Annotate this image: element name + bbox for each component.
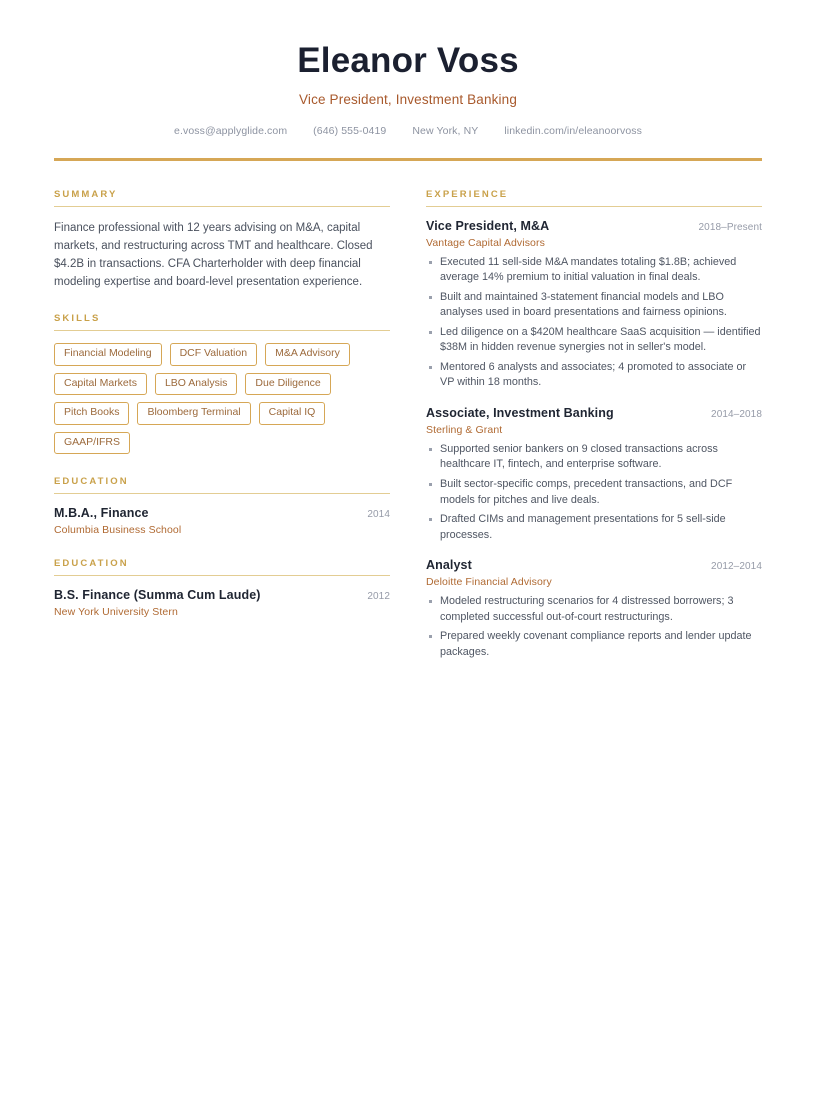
experience-date: 2014–2018 xyxy=(711,408,762,420)
skill-tag: Pitch Books xyxy=(54,402,129,425)
skill-tag: Capital Markets xyxy=(54,373,147,396)
experience-bullets xyxy=(426,255,762,391)
resume-header xyxy=(54,30,762,161)
bullet-item: Modeled restructuring scenarios for 4 distressed borrowers; 3 completed successful out-of-court restructurings. xyxy=(426,594,762,625)
experience-bullets xyxy=(426,594,762,660)
education-year: 2014 xyxy=(367,509,390,521)
resume-body xyxy=(54,189,762,683)
education-entry-head xyxy=(54,506,390,520)
skill-tag: GAAP/IFRS xyxy=(54,432,130,455)
experience-entry-head xyxy=(426,558,762,572)
section-title-education: EDUCATION xyxy=(54,558,129,570)
experience-company: Vantage Capital Advisors xyxy=(426,236,545,249)
section-rule xyxy=(54,330,390,331)
education-entry xyxy=(54,588,390,618)
bullet-item: Built sector-specific comps, precedent transactions, and DCF models for pitches and live deals. xyxy=(426,477,762,508)
experience-role: Associate, Investment Banking xyxy=(426,405,614,420)
experience-bullets xyxy=(426,442,762,543)
candidate-name: Eleanor Voss xyxy=(297,41,519,80)
skill-tag: Due Diligence xyxy=(245,373,330,396)
experience-company: Sterling & Grant xyxy=(426,423,503,436)
experience-date: 2018–Present xyxy=(698,221,762,233)
skill-tag: Financial Modeling xyxy=(54,343,162,366)
bullet-item: Prepared weekly covenant compliance reports and lender update packages. xyxy=(426,629,762,660)
experience-role: Vice President, M&A xyxy=(426,218,550,233)
section-title-summary: SUMMARY xyxy=(54,188,118,200)
contact-linkedin[interactable]: linkedin.com/in/eleanoorvoss xyxy=(504,124,642,137)
candidate-tagline: Vice President, Investment Banking xyxy=(299,91,517,107)
education-school: New York University Stern xyxy=(54,606,178,619)
section-title-skills: SKILLS xyxy=(54,313,101,325)
education-degree: M.B.A., Finance xyxy=(54,506,149,521)
section-summary xyxy=(54,189,390,292)
section-rule xyxy=(54,575,390,576)
section-education-1 xyxy=(54,476,390,536)
education-entry-head xyxy=(54,588,390,602)
skill-tag: Capital IQ xyxy=(259,402,326,425)
skill-list xyxy=(54,343,390,454)
section-skills xyxy=(54,313,390,454)
summary-text: Finance professional with 12 years advising on M&A, capital markets, and restructuring across TMT and healthcare. Closed $4.2B in transactions. CFA Charterholder with deep financial modeling expertise and board-level presentation experience. xyxy=(54,221,373,288)
experience-entry xyxy=(426,558,762,660)
right-column xyxy=(426,189,762,683)
contact-email[interactable]: e.voss@applyglide.com xyxy=(174,124,288,137)
section-experience xyxy=(426,189,762,661)
skill-tag: Bloomberg Terminal xyxy=(137,402,250,425)
contact-location: New York, NY xyxy=(412,124,479,137)
left-column xyxy=(54,189,390,641)
experience-date: 2012–2014 xyxy=(711,561,762,573)
experience-role: Analyst xyxy=(426,558,472,573)
section-title-experience: EXPERIENCE xyxy=(426,188,509,200)
skill-tag: LBO Analysis xyxy=(155,373,237,396)
contact-phone[interactable]: (646) 555-0419 xyxy=(313,124,387,137)
experience-entry xyxy=(426,406,762,543)
section-rule xyxy=(54,493,390,494)
experience-company: Deloitte Financial Advisory xyxy=(426,576,552,589)
section-title-education: EDUCATION xyxy=(54,476,129,488)
bullet-item: Drafted CIMs and management presentations for 5 sell-side processes. xyxy=(426,512,762,543)
bullet-item: Executed 11 sell-side M&A mandates totaling $1.8B; achieved average 14% premium to initial valuation in final deals. xyxy=(426,255,762,286)
bullet-item: Mentored 6 analysts and associates; 4 promoted to associate or VP within 18 months. xyxy=(426,360,762,391)
education-entry xyxy=(54,506,390,536)
bullet-item: Supported senior bankers on 9 closed transactions across healthcare IT, fintech, and enterprise software. xyxy=(426,442,762,473)
bullet-item: Led diligence on a $420M healthcare SaaS acquisition — identified $38M in hidden revenue synergies not in seller's model. xyxy=(426,325,762,356)
experience-entry xyxy=(426,219,762,391)
experience-entry-head xyxy=(426,406,762,420)
skill-tag: DCF Valuation xyxy=(170,343,258,366)
bullet-item: Built and maintained 3-statement financial models and LBO analyses used in board presentations and fairness opinions. xyxy=(426,290,762,321)
section-rule xyxy=(54,206,390,207)
section-rule xyxy=(426,206,762,207)
education-year: 2012 xyxy=(367,591,390,603)
header-divider xyxy=(54,158,762,161)
experience-entry-head xyxy=(426,219,762,233)
education-degree: B.S. Finance (Summa Cum Laude) xyxy=(54,588,261,603)
contact-row xyxy=(54,125,762,137)
section-education-2 xyxy=(54,558,390,618)
education-school: Columbia Business School xyxy=(54,524,182,537)
skill-tag: M&A Advisory xyxy=(265,343,350,366)
